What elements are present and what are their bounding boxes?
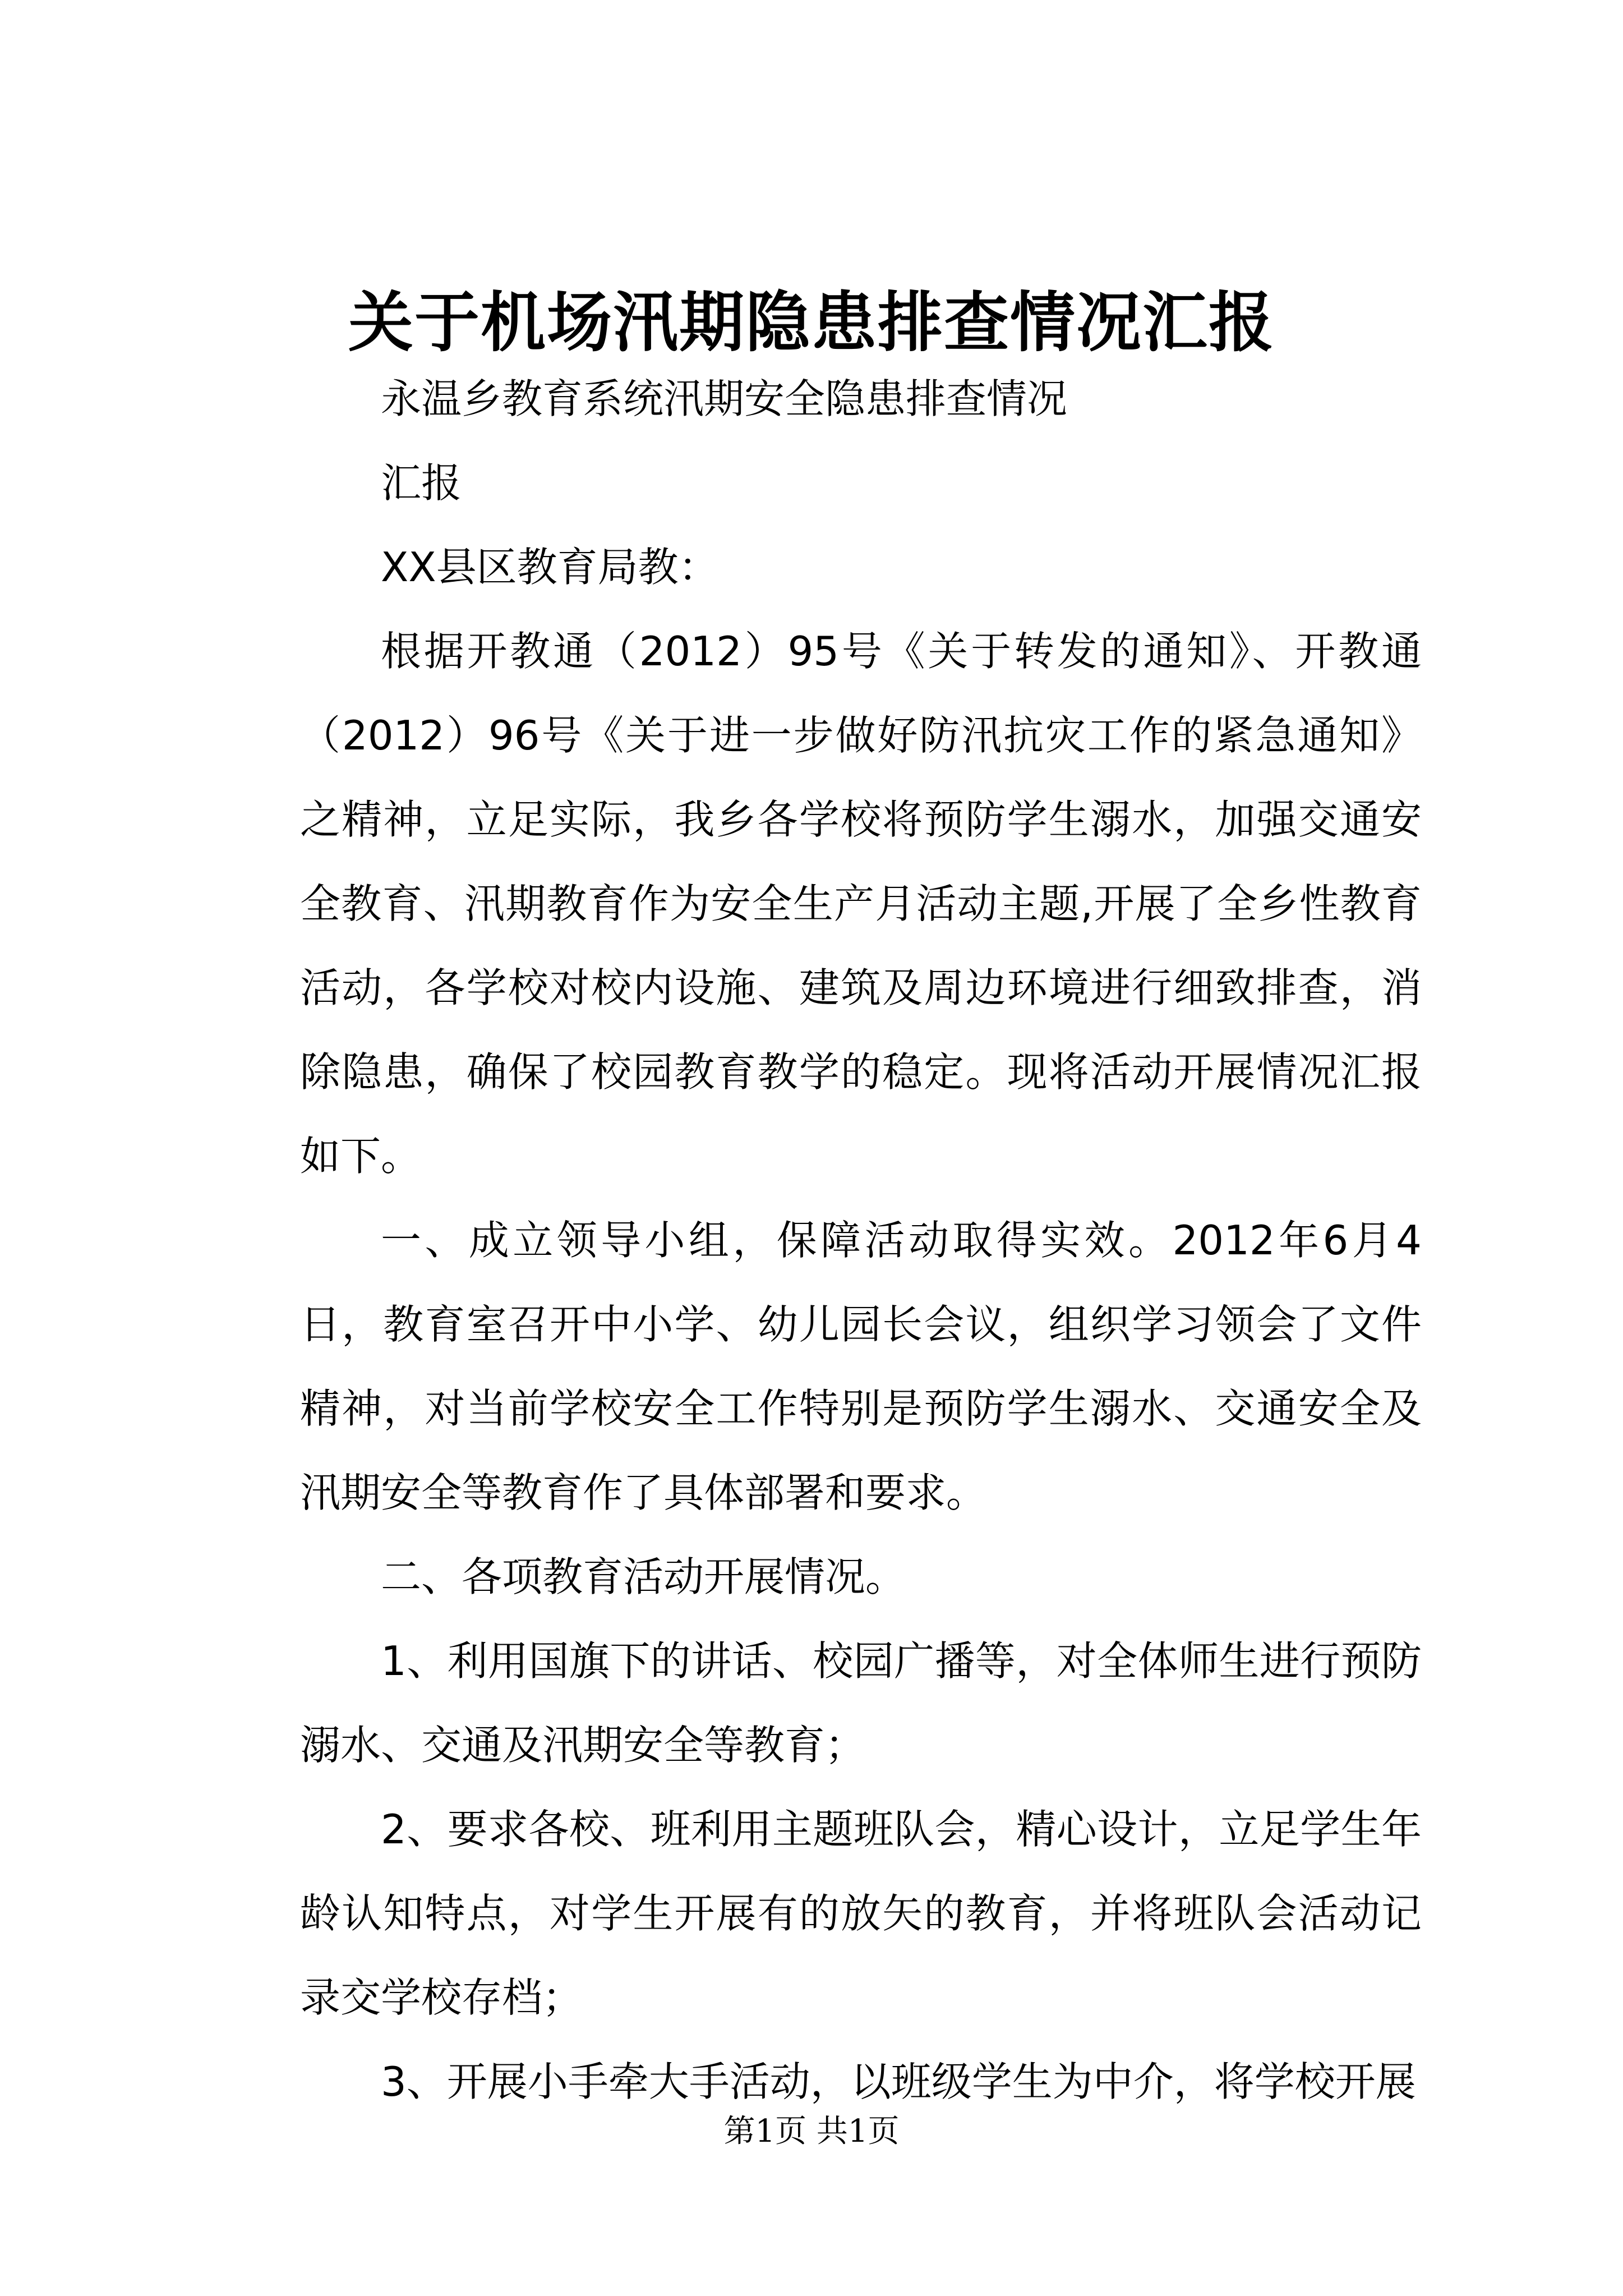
- paragraph-item-3: 3、开展小手牵大手活动，以班级学生为中介，将学校开展: [381, 2058, 1416, 2105]
- subtitle-line-1: 永温乡教育系统汛期安全隐患排查情况: [381, 375, 1068, 422]
- paragraph-section-1: 一、成立领导小组，保障活动取得实效。2012年6月4日，教育室召开中小学、幼儿园长会议，组织学习领会了文件精神，对当前学校安全工作特别是预防学生溺水、交通安全及汛期安全等教育作了具体部署和要求。: [300, 1217, 1422, 1516]
- addressee: XX县区教育局教：: [381, 544, 719, 591]
- subtitle-line-2: 汇报: [381, 459, 462, 507]
- paragraph-intro: 根据开教通（2012）95号《关于转发的通知》、开教通（2012）96号《关于进一步做好防汛抗灾工作的紧急通知》之精神，立足实际，我乡各学校将预防学生溺水，加强交通安全教育、汛期教育作为安全生产月活动主题,开展了全乡性教育活动，各学校对校内设施、建筑及周边环境进行细致排查，消除隐患，确保了校园教育教学的稳定。现将活动开展情况汇报如下。: [300, 628, 1422, 1180]
- document-body: [300, 357, 1422, 2124]
- paragraph-item-2: 2、要求各校、班利用主题班队会，精心设计，立足学生年龄认知特点，对学生开展有的放矢的教育，并将班队会活动记录交学校存档；: [300, 1806, 1422, 2021]
- paragraph-section-2: 二、各项教育活动开展情况。: [381, 1553, 906, 1600]
- page-number-footer: 第1页 共1页: [723, 2113, 900, 2150]
- paragraph-item-1: 1、利用国旗下的讲话、校园广播等，对全体师生进行预防溺水、交通及汛期安全等教育；: [300, 1637, 1422, 1769]
- document-title: 关于机场汛期隐患排查情况汇报: [348, 284, 1275, 361]
